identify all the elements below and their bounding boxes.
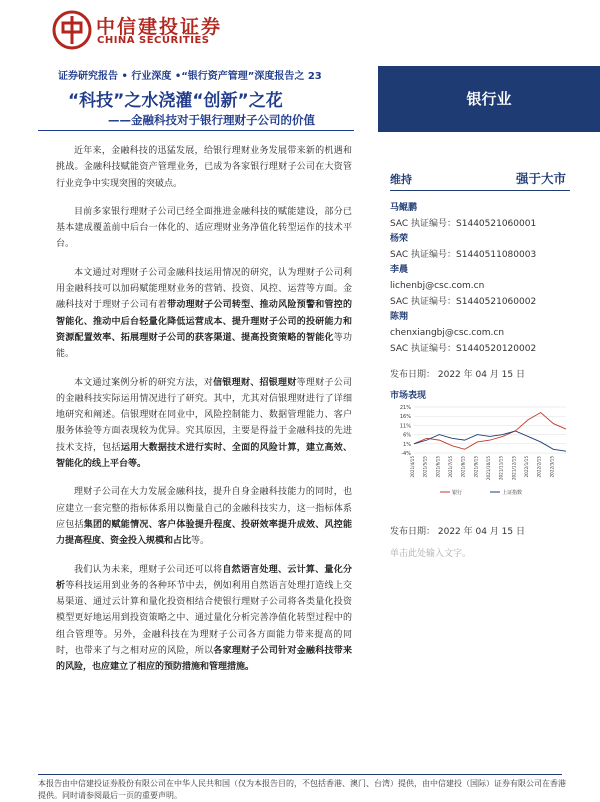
text: 等理财子公司的金融科技实际运用情况进行了研究。其中，尤其对信银理财进行了详细地研究和阐述。信银理财在同业中，风险控制能力、数据管理能力、客户服务体验等方面表现较为优异。究其原因，主要是得益于金融科技的先进技术支持，包括 (56, 377, 352, 453)
brand-name-cn: 中信建投证券 (96, 16, 223, 38)
legend-label: 上证指数 (502, 490, 523, 496)
report-header (0, 0, 600, 60)
x-tick-label: 2021/11/15 (498, 456, 504, 481)
brand-name-en: CHINA SECURITIES (97, 35, 210, 46)
x-tick-label: 2021/5/15 (422, 456, 428, 478)
footer-disclaimer: 本报告由中信建投证券股份有限公司在中华人民共和国（仅为本报告目的，不包括香港、澳门、台湾）提供，由中信建投（国际）证券有限公司在香港提供。同时请参阅最后一页的重要声明。 (38, 779, 566, 800)
text: 理财子公司在大力发展金融科技，提升自身金融科技能力的同时，也应建立一套完整的指标体系用以衡量自己的金融科技实力，这一指标体系应包括 (56, 487, 352, 530)
y-tick-label: 6% (403, 432, 411, 439)
publish-date: 发布日期： 2022 年 04 月 15 日 (390, 370, 525, 380)
bold-text: 各家理财子公司针对金融科技带来的风险，也应建立了相应的预防措施和管理措施。 (56, 646, 352, 673)
publish-date-secondary: 发布日期： 2022 年 04 月 15 日 (390, 527, 525, 537)
x-tick-label: 2022/1/15 (524, 456, 529, 478)
y-tick-label: 11% (399, 423, 411, 430)
footer-divider (38, 774, 562, 775)
y-tick-label: -4% (401, 451, 411, 457)
analyst-detail: SAC 执证编号：S1440521060002 (390, 297, 537, 307)
bold-text: 自然语言处理、云计算、量化分析 (56, 564, 352, 591)
y-tick-label: 21% (399, 405, 411, 411)
rating-target: 强于大市 (515, 171, 566, 186)
x-tick-label: 2022/3/15 (549, 456, 555, 478)
bold-text: 信银理财、招银理财 (213, 377, 297, 388)
text: 等。 (191, 536, 210, 547)
text: 等科技运用到业务的各种环节中去，例如利用自然语言处理打造线上交易渠道、通过云计算和量化投资相结合使银行理财子公司将各类量化投资模型更好地运用到投资策略之中、通过量化分析完善净值化转型过程中的组合管理等。另外，金融科技在为理财子公司各方面能力带来提高的同时，也带来了与之相对应的风险，所以 (56, 580, 352, 657)
analyst-detail: SAC 执证编号：S1440511080003 (390, 250, 537, 260)
x-tick-label: 2022/2/15 (536, 456, 542, 478)
body-paragraph (56, 562, 352, 676)
bold-text: 运用大数据技术进行实时、全面的风险计算，建立高效、智能化的线上平台等。 (56, 442, 352, 470)
legend-label: 银行 (452, 490, 463, 496)
x-tick-label: 2021/10/15 (486, 456, 491, 481)
x-tick-label: 2021/6/15 (435, 456, 441, 478)
market-performance-title: 市场表现 (390, 391, 427, 401)
bold-text: 带动理财子公司转型、推动风险预警和管控的智能化、推动中后台轻量化降低运营成本、提升理财子公司的投研能力和资源配置效率、拓展理财子公司的获客渠道、提高投资策略的智能化 (56, 300, 352, 343)
y-tick-label: 16% (399, 414, 411, 421)
industry-banner (378, 66, 600, 132)
x-tick-label: 2021/12/15 (511, 456, 517, 481)
analyst-detail: chenxiangbj@csc.com.cn (390, 328, 505, 338)
text: 目前多家银行理财子公司已经全面推进金融科技的赋能建设，部分已基本建成覆盖前中后台一体化的、适应理财业务净值化转型运作的技术平台。 (56, 206, 352, 250)
x-tick-label: 2021/8/15 (460, 456, 466, 478)
report-body (56, 143, 352, 688)
market-performance-chart (390, 403, 570, 497)
analyst-name: 陈翔 (390, 312, 409, 322)
body-paragraph (56, 484, 352, 549)
text: 本文通过案例分析的研究方法，对 (74, 377, 214, 388)
text: 等功能。 (56, 332, 352, 360)
china-securities-logo-icon (52, 10, 92, 50)
series-line-1 (414, 431, 566, 451)
body-paragraph (56, 265, 352, 363)
report-title: “科技”之水浇灌“创新”之花 (68, 91, 283, 111)
rating-row (390, 168, 570, 191)
analyst-detail: SAC 执证编号：S1440521060001 (390, 219, 537, 229)
text: 近年来，金融科技的迅猛发展，给银行理财业务发展带来新的机遇和挑战。金融科技赋能资产管理业务，已成为各家银行理财子公司在大资管行业竞争中实现突围的突破点。 (56, 146, 352, 189)
text-placeholder[interactable]: 单击此处输入文字。 (390, 549, 472, 559)
y-tick-label: 1% (403, 441, 411, 448)
report-subtitle: ——金融科技对于银行理财子公司的价值 (108, 113, 315, 127)
text: 我们认为未来，理财子公司还可以将 (74, 564, 223, 575)
x-tick-label: 2021/9/15 (473, 456, 479, 478)
analyst-name: 李晨 (390, 265, 409, 275)
analyst-name: 马鲲鹏 (390, 203, 418, 213)
body-paragraph (56, 375, 352, 473)
bold-text: 集团的赋能情况、客户体验提升程度、投研效率提升成效、风控能力提高程度、资金投入规模和占比 (56, 519, 352, 547)
title-divider (38, 130, 354, 131)
industry-label: 银行业 (466, 90, 512, 108)
sidebar (390, 168, 570, 501)
analyst-detail: SAC 执证编号：S1440520120002 (390, 344, 537, 354)
x-tick-label: 2021/4/15 (410, 456, 415, 478)
body-paragraph (56, 204, 352, 253)
analyst-name: 杨荣 (390, 234, 409, 244)
x-tick-label: 2021/7/15 (448, 456, 453, 478)
analyst-list (390, 201, 570, 357)
rating-label: 维持 (390, 173, 412, 186)
report-series: 证券研究报告 • 行业深度 •“银行资产管理”深度报告之 23 (58, 71, 322, 82)
analyst-detail: lichenbj@csc.com.cn (390, 281, 485, 291)
body-paragraph (56, 143, 352, 192)
text: 本文通过对理财子公司金融科技运用情况的研究，认为理财子公司利用金融科技可以加码赋能理财业务的营销、投资、风控、运营等方面。金融科技对于理财子公司有着 (56, 267, 352, 311)
